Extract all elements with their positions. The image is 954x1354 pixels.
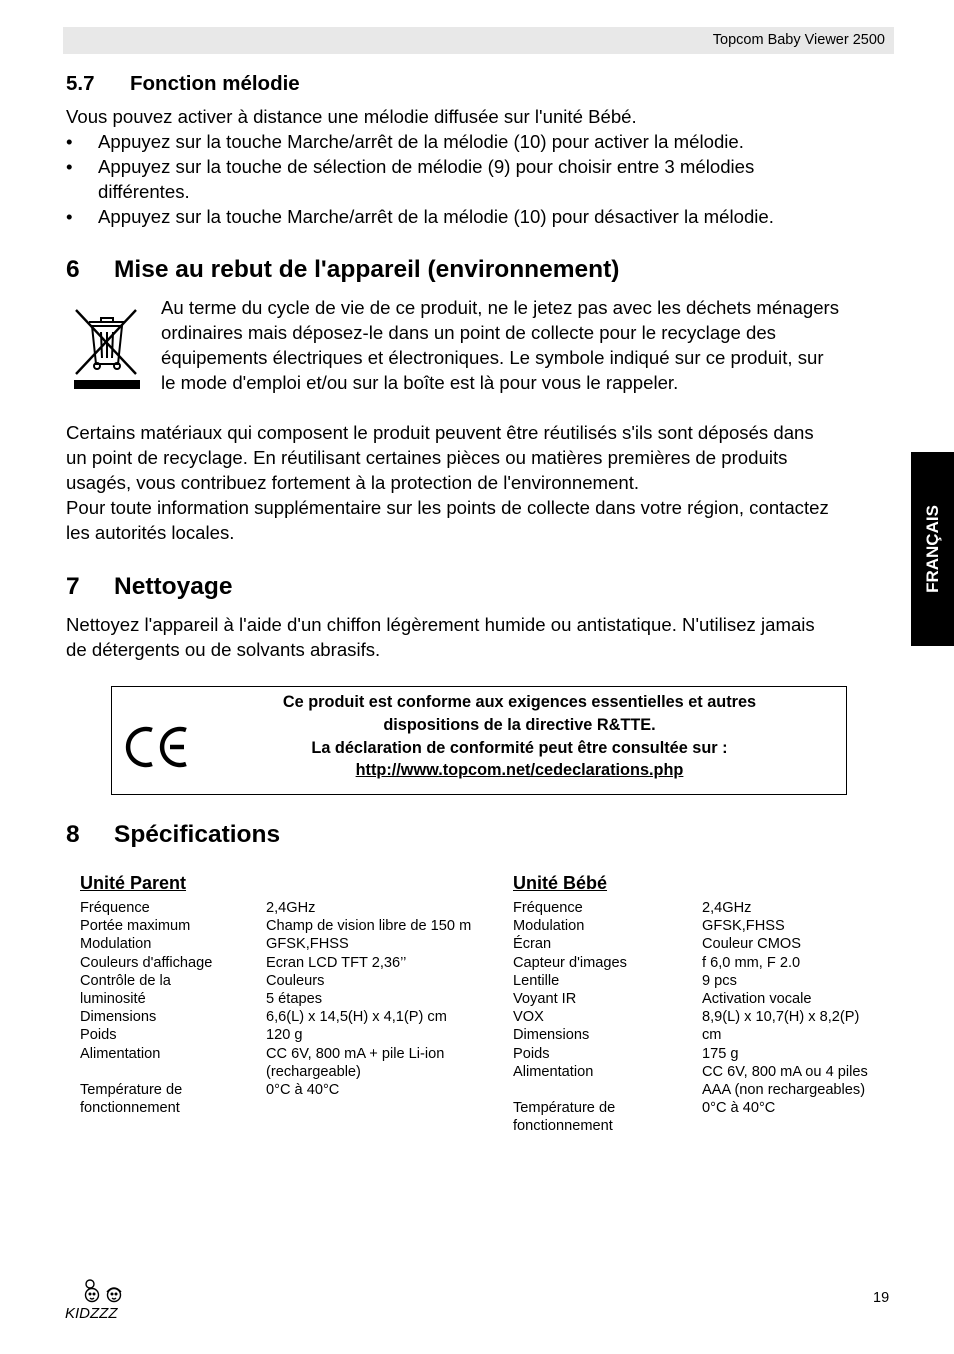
baby-unit-heading: Unité Bébé — [513, 873, 608, 893]
section-5-7-heading — [66, 72, 300, 96]
section-number: 7 — [66, 573, 80, 600]
section-5-7-body — [66, 104, 896, 229]
cleaning-paragraph: Nettoyez l'appareil à l'aide d'un chiffon légèrement humide ou antistatique. N'utilisez jamais de détergents ou de solvants abrasifs. — [66, 614, 815, 660]
section-title: Spécifications — [114, 821, 281, 848]
parent-unit-heading: Unité Parent — [80, 873, 187, 893]
section-8-heading — [66, 821, 280, 849]
bullet-icon: • — [66, 206, 73, 227]
ce-notice-box — [111, 686, 847, 795]
section-6-heading — [66, 256, 619, 284]
section-7-heading — [66, 573, 232, 601]
ce-declaration-link[interactable]: http://www.topcom.net/cedeclarations.php — [355, 761, 684, 780]
baby-spec-values: 2,4GHz GFSK,FHSS Couleur CMOS f 6,0 mm, F 2.0 9 pcs Activation vocale 8,9(L) x 10,7(H) x 8,2(P) cm 175 g CC 6V, 800 mA ou 4 piles AAA (non rechargeables) 0°C à 40°C — [702, 900, 868, 1117]
list-item: • Appuyez sur la touche de sélection de mélodie (9) pour choisir entre 3 mélodies différentes. — [66, 156, 755, 202]
header-bar — [63, 27, 894, 54]
page-number: 19 — [873, 1290, 890, 1306]
section-title: Mise au rebut de l'appareil (environnement) — [114, 256, 620, 283]
bullet-icon: • — [66, 156, 73, 177]
list-item: • Appuyez sur la touche Marche/arrêt de la mélodie (10) pour activer la mélodie. — [66, 131, 744, 152]
baby-spec-labels: Fréquence Modulation Écran Capteur d'images Lentille Voyant IR VOX Dimensions Poids Alimentation Température de fonctionnement — [513, 900, 627, 1135]
weee-paragraph: Au terme du cycle de vie de ce produit, ne le jetez pas avec les déchets ménagers ordinaires mais déposez-le dans un point de collecte pour le recyclage des équipements électriques et électroniques. Le symbole indiqué sur ce produit, sur le mode d'emploi et/ou sur la boîte est là pour vous le rappeler. — [161, 297, 840, 393]
recycling-paragraph: Certains matériaux qui composent le produit peuvent être réutilisés s'ils sont déposés dans un point de recyclage. En réutilisant certaines pièces ou matières premières de produits usagés, vous contribuez fortement à la protection de l'environnement. Pour toute information supplémentaire sur les points de collecte dans votre région, contactez les autorités locales. — [66, 422, 829, 543]
section-number: 6 — [66, 256, 80, 283]
section-title: Fonction mélodie — [130, 72, 300, 95]
weee-bin-icon — [70, 302, 142, 394]
section-title: Nettoyage — [114, 573, 233, 600]
bullet-list — [66, 129, 896, 229]
language-tab-label: FRANÇAIS — [922, 505, 942, 593]
header-title: Topcom Baby Viewer 2500 — [712, 32, 885, 48]
ce-mark-icon — [124, 724, 190, 770]
section-number: 5.7 — [66, 72, 95, 95]
language-tab — [911, 452, 954, 646]
ce-text: Ce produit est conforme aux exigences essentielles et autres dispositions de la directive R&TTE. La déclaration de conformité peut être consultée sur : http://www.topcom.net/cedeclarations.php — [282, 693, 757, 780]
list-item: • Appuyez sur la touche Marche/arrêt de la mélodie (10) pour désactiver la mélodie. — [66, 206, 774, 227]
parent-spec-values: 2,4GHz Champ de vision libre de 150 m GFSK,FHSS Ecran LCD TFT 2,36’’ Couleurs 5 étapes 6,6(L) x 14,5(H) x 4,1(P) cm 120 g CC 6V, 800 mA + pile Li-ion (rechargeable) 0°C à 40°C — [266, 900, 472, 1099]
bullet-icon: • — [66, 131, 73, 152]
logo-text: KIDZZZ — [65, 1305, 118, 1322]
parent-spec-labels: Fréquence Portée maximum Modulation Couleurs d'affichage Contrôle de la luminosité Dimensions Poids Alimentation Température de fonctionnement — [80, 900, 213, 1117]
kidzzz-logo-icon — [62, 1278, 136, 1322]
intro-text: Vous pouvez activer à distance une mélodie diffusée sur l'unité Bébé. — [66, 106, 637, 127]
section-number: 8 — [66, 821, 80, 848]
